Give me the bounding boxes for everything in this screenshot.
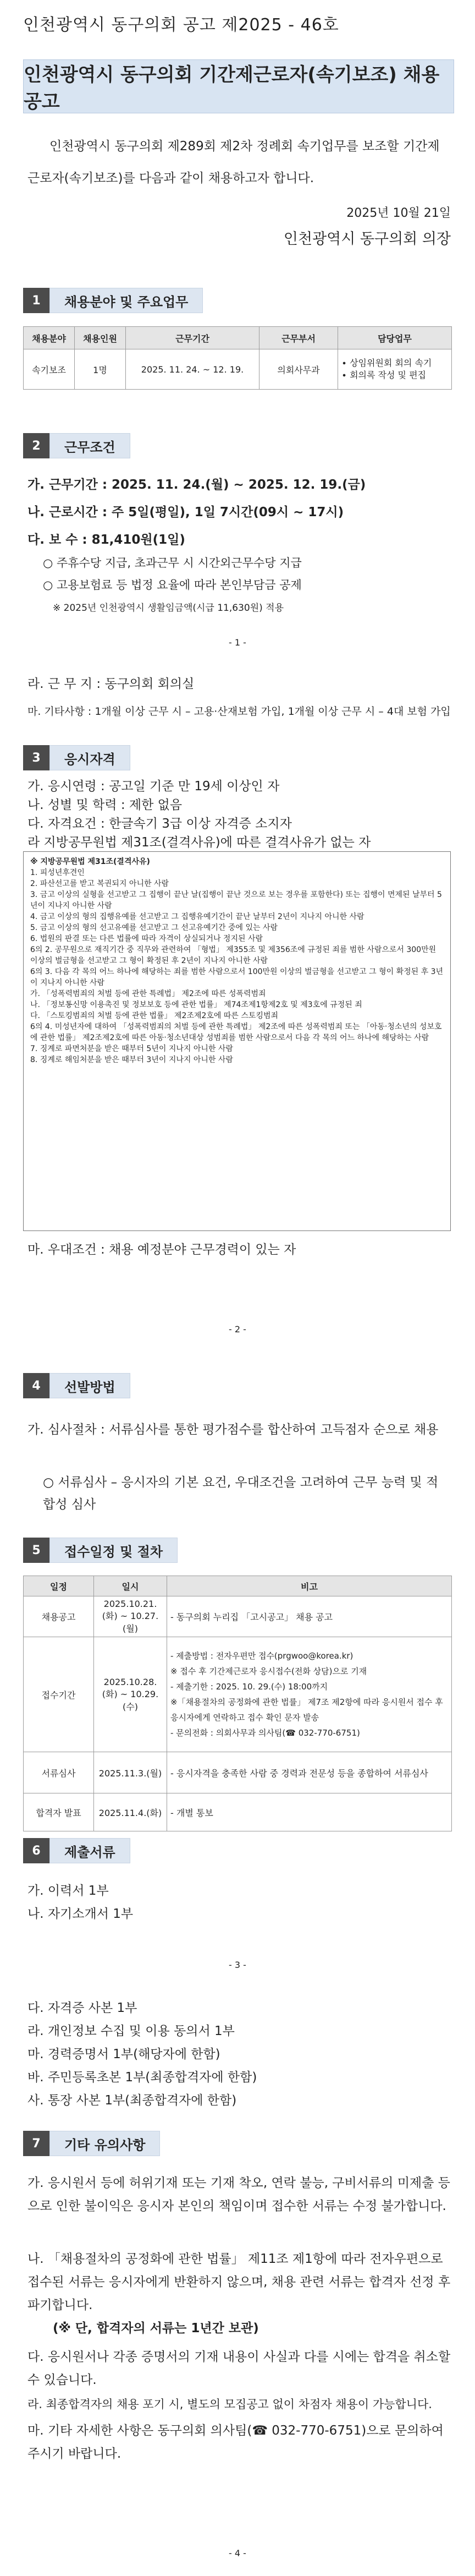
page-number: - 1 - bbox=[229, 637, 246, 648]
note-line: 나. 「채용절차의 공정화에 관한 법률」 제11조 제1항에 따라 전자우편으로 접수된 서류는 응시자에게 반환하지 않으며, 채용 관련 서류는 합격자 선정 후 파기합니다. bbox=[27, 2252, 451, 2312]
table-cell: 서류심사 bbox=[24, 1752, 94, 1793]
table-cell: 접수기간 bbox=[24, 1637, 94, 1752]
section-title: 근무조건 bbox=[49, 433, 130, 458]
table-cell: 2025.11.3.(월) bbox=[94, 1752, 167, 1793]
section-title: 접수일정 및 절차 bbox=[49, 1538, 178, 1563]
reference-list bbox=[30, 867, 444, 1065]
table-row bbox=[24, 1596, 452, 1637]
section-number: 4 bbox=[23, 1373, 49, 1398]
note-line: 가. 응시원서 등에 허위기재 또는 기재 착오, 연락 불능, 구비서류의 미제출 등으로 인한 불이익은 응시자 본인의 책임이며 접수한 서류는 수정 불가합니다. bbox=[27, 2176, 450, 2213]
page-title: 인천광역시 동구의회 기간제근로자(속기보조) 채용공고 bbox=[23, 59, 454, 113]
intro-text: 인천광역시 동구의회 제289회 제2차 정례회 속기업무를 보조할 기간제 근로자(속기보조)를 다음과 같이 채용하고자 합니다. bbox=[27, 139, 440, 185]
table-header-row bbox=[24, 1576, 452, 1596]
condition-line: 라. 근 무 지 : 동구의회 회의실 bbox=[27, 677, 195, 691]
table-cell: - 개별 통보 bbox=[167, 1793, 452, 1831]
note-line: 마. 기타 자세한 사항은 동구의회 의사팀(☎ 032-770-6751)으로 문의하여 주시기 바랍니다. bbox=[27, 2424, 444, 2461]
section-1-header bbox=[23, 288, 203, 313]
section-title: 제출서류 bbox=[49, 1838, 130, 1863]
section-2-header bbox=[23, 433, 130, 458]
table-header: 일시 bbox=[94, 1576, 167, 1596]
selection-line: 가. 심사절차 : 서류심사를 통한 평가점수를 합산하여 고득점자 순으로 채용 bbox=[27, 1423, 439, 1437]
table-header: 일정 bbox=[24, 1576, 94, 1596]
table-cell: 2025. 11. 24. ~ 12. 19. bbox=[126, 349, 259, 390]
section-6-header bbox=[23, 1838, 130, 1863]
table-header: 근무부서 bbox=[259, 327, 338, 349]
section-number: 3 bbox=[23, 745, 49, 770]
table-header: 채용분야 bbox=[24, 327, 75, 349]
table-row bbox=[24, 349, 452, 390]
reference-item: 7. 징계로 파면처분을 받은 때부터 5년이 지나지 아니한 사람 bbox=[30, 1044, 233, 1053]
reference-item: 1. 피성년후견인 bbox=[30, 868, 85, 877]
condition-line: 나. 근로시간 : 주 5일(평일), 1일 7시간(09시 ~ 17시) bbox=[27, 505, 344, 519]
table-cell: 2025.10.21.(화) ~ 10.27.(월) bbox=[94, 1596, 167, 1637]
qualification-line: 나. 성별 및 학력 : 제한 없음 bbox=[27, 798, 183, 812]
table-row bbox=[24, 1752, 452, 1793]
reference-item: 6의 2. 공무원으로 재직기간 중 직무와 관련하여 「형법」 제355조 및 제356조에 규정된 죄를 범한 사람으로서 300만원 이상의 벌금형을 선고받고 그 형이 확정된 후 2년이 지나지 아니한 사람 bbox=[30, 945, 437, 965]
qualification-line: 다. 자격요건 : 한글속기 3급 이상 자격증 소지자 bbox=[27, 817, 292, 831]
signer: 인천광역시 동구의회 의장 bbox=[283, 231, 451, 248]
reference-item: 6. 법원의 판결 또는 다른 법률에 따라 자격이 상실되거나 정지된 사람 bbox=[30, 934, 263, 943]
section-number: 5 bbox=[23, 1538, 49, 1563]
preference-line: 마. 우대조건 : 채용 예정분야 근무경력이 있는 자 bbox=[27, 1243, 296, 1257]
reference-item: 8. 징계로 해임처분을 받은 때부터 3년이 지나지 아니한 사람 bbox=[30, 1055, 233, 1064]
condition-line: ○ 주휴수당 지급, 초과근무 시 시간외근무수당 지급 bbox=[43, 556, 302, 570]
table-header: 채용인원 bbox=[75, 327, 126, 349]
section-number: 6 bbox=[23, 1838, 49, 1863]
table-cell: 의회사무과 bbox=[259, 349, 338, 390]
table-cell: - 제출방법 : 전자우편만 접수(prgwoo@korea.kr) ※ 접수 후 기간제근로자 응시접수(전화 상담)으로 기재 - 제출기한 : 2025. 10. 29.(수) 18:00까지 ※「채용절차의 공정화에 관한 법률」 제7조 제2항에 따라 응시원서 접수 후 응시자에게 연락하고 접수 확인 문자 발송 - 문의전화 : 의회사무과 의사팀(☎ 032-770-6751) bbox=[167, 1637, 452, 1752]
table-cell: 1명 bbox=[75, 349, 126, 390]
document-line: 라. 개인정보 수집 및 이용 동의서 1부 bbox=[27, 2024, 235, 2038]
page-number: - 4 - bbox=[229, 2548, 246, 2558]
section-4-header bbox=[23, 1373, 130, 1398]
condition-line: ○ 고용보험료 등 법정 요율에 따라 본인부담금 공제 bbox=[43, 578, 302, 592]
section-number: 2 bbox=[23, 433, 49, 458]
page-number: - 2 - bbox=[229, 1324, 246, 1335]
section-3-header bbox=[23, 745, 130, 770]
table-cell: 합격자 발표 bbox=[24, 1793, 94, 1831]
reference-item: 다. 「스토킹범죄의 처벌 등에 관한 법률」 제2조제2호에 따른 스토킹범죄 bbox=[30, 1011, 279, 1020]
table-cell: 속기보조 bbox=[24, 349, 75, 390]
table-cell: - 응시자격을 충족한 사람 중 경력과 전문성 등을 종합하여 서류심사 bbox=[167, 1752, 452, 1793]
notice-number: 인천광역시 동구의회 공고 제2025 - 46호 bbox=[23, 15, 339, 35]
table-header: 담당업무 bbox=[338, 327, 452, 349]
disqualification-reference-box bbox=[23, 851, 451, 1231]
reference-item: 6의 4. 미성년자에 대하여 「성폭력범죄의 처벌 등에 관한 특례법」 제2조에 따른 성폭력범죄 또는 「아동‧청소년의 성보호에 관한 법률」 제2조제2호에 따른 아동‧청소년대상 성범죄를 범한 사람으로서 다음 각 목의 어느 하나에 해당하는 사람 bbox=[30, 1022, 442, 1042]
document-line: 다. 자격증 사본 1부 bbox=[27, 2001, 137, 2015]
note-highlight: (※ 단, 합격자의 서류는 1년간 보관) bbox=[53, 2321, 259, 2336]
reference-item: 가. 「성폭력범죄의 처벌 등에 관한 특례법」 제2조에 따른 성폭력범죄 bbox=[30, 989, 266, 998]
section-7-header bbox=[23, 2131, 160, 2156]
document-line: 가. 이력서 1부 bbox=[27, 1884, 109, 1898]
document-line: 나. 자기소개서 1부 bbox=[27, 1907, 134, 1921]
table-cell: 채용공고 bbox=[24, 1596, 94, 1637]
reference-item: 3. 금고 이상의 실형을 선고받고 그 집행이 끝난 날(집행이 끝난 것으로 보는 경우를 포함한다) 또는 집행이 면제된 날부터 5년이 지나지 아니한 사람 bbox=[30, 890, 442, 910]
table-cell: 2025.11.4.(화) bbox=[94, 1793, 167, 1831]
table-cell: 2025.10.28.(화) ~ 10.29.(수) bbox=[94, 1637, 167, 1752]
table-cell: ∙ 상임위원회 회의 속기 ∙ 회의록 작성 및 편집 bbox=[338, 349, 452, 390]
document-line: 마. 경력증명서 1부(해당자에 한함) bbox=[27, 2047, 220, 2061]
table-header-row bbox=[24, 327, 452, 349]
condition-line: 다. 보 수 : 81,410원(1일) bbox=[27, 533, 185, 547]
document-line: 사. 통장 사본 1부(최종합격자에 한함) bbox=[27, 2093, 237, 2108]
condition-line: 마. 기타사항 : 1개월 이상 근무 시 – 고용‧산재보험 가입, 1개월 이상 근무 시 – 4대 보험 가입 bbox=[27, 705, 451, 718]
reference-item: 나. 「정보통신망 이용촉진 및 정보보호 등에 관한 법률」 제74조제1항제2호 및 제3호에 규정된 죄 bbox=[30, 1000, 362, 1009]
schedule-table bbox=[23, 1576, 452, 1831]
notice-date: 2025년 10월 21일 bbox=[346, 206, 451, 220]
table-row bbox=[24, 1637, 452, 1752]
condition-note: ※ 2025년 인천광역시 생활임금액(시급 11,630원) 적용 bbox=[53, 603, 284, 614]
note-line: 라. 최종합격자의 채용 포기 시, 별도의 모집공고 없이 차점자 채용이 가능합니다. bbox=[27, 2398, 432, 2411]
job-table bbox=[23, 326, 452, 390]
section-number: 1 bbox=[23, 288, 49, 313]
section-5-header bbox=[23, 1538, 178, 1563]
document-line: 바. 주민등록초본 1부(최종합격자에 한함) bbox=[27, 2070, 257, 2085]
table-header: 근무기간 bbox=[126, 327, 259, 349]
section-title: 채용분야 및 주요업무 bbox=[49, 288, 203, 313]
reference-item: 5. 금고 이상의 형의 선고유예를 선고받고 그 선고유예기간 중에 있는 사람 bbox=[30, 923, 278, 932]
table-header: 비고 bbox=[167, 1576, 452, 1596]
section-title: 응시자격 bbox=[49, 745, 130, 770]
note-line: 다. 응시원서나 각종 증명서의 기재 내용이 사실과 다를 시에는 합격을 취소할 수 있습니다. bbox=[27, 2350, 451, 2387]
section-title: 기타 유의사항 bbox=[49, 2131, 160, 2156]
table-row bbox=[24, 1793, 452, 1831]
section-title: 선발방법 bbox=[49, 1373, 130, 1398]
qualification-line: 라 지방공무원법 제31조(결격사유)에 따른 결격사유가 없는 자 bbox=[27, 835, 371, 850]
reference-item: 4. 금고 이상의 형의 집행유예를 선고받고 그 집행유예기간이 끝난 날부터 2년이 지나지 아니한 사람 bbox=[30, 912, 364, 921]
condition-line: 가. 근무기간 : 2025. 11. 24.(월) ~ 2025. 12. 19.(금) bbox=[27, 478, 366, 492]
table-cell: - 동구의회 누리집 「고시공고」 채용 공고 bbox=[167, 1596, 452, 1637]
reference-item: 6의 3. 다음 각 목의 어느 하나에 해당하는 죄를 범한 사람으로서 100만원 이상의 벌금형을 선고받고 그 형이 확정된 후 3년이 지나지 아니한 사람 bbox=[30, 967, 444, 987]
reference-title: ※ 지방공무원법 제31조(결격사유) bbox=[30, 857, 150, 866]
selection-line: ○ 서류심사 – 응시자의 기본 요건, 우대조건을 고려하여 근무 능력 및 적합성 심사 bbox=[43, 1475, 439, 1512]
page-number: - 3 - bbox=[229, 1960, 246, 1970]
section-number: 7 bbox=[23, 2131, 49, 2156]
qualification-line: 가. 응시연령 : 공고일 기준 만 19세 이상인 자 bbox=[27, 779, 280, 794]
reference-item: 2. 파산선고를 받고 복권되지 아니한 사람 bbox=[30, 879, 169, 888]
